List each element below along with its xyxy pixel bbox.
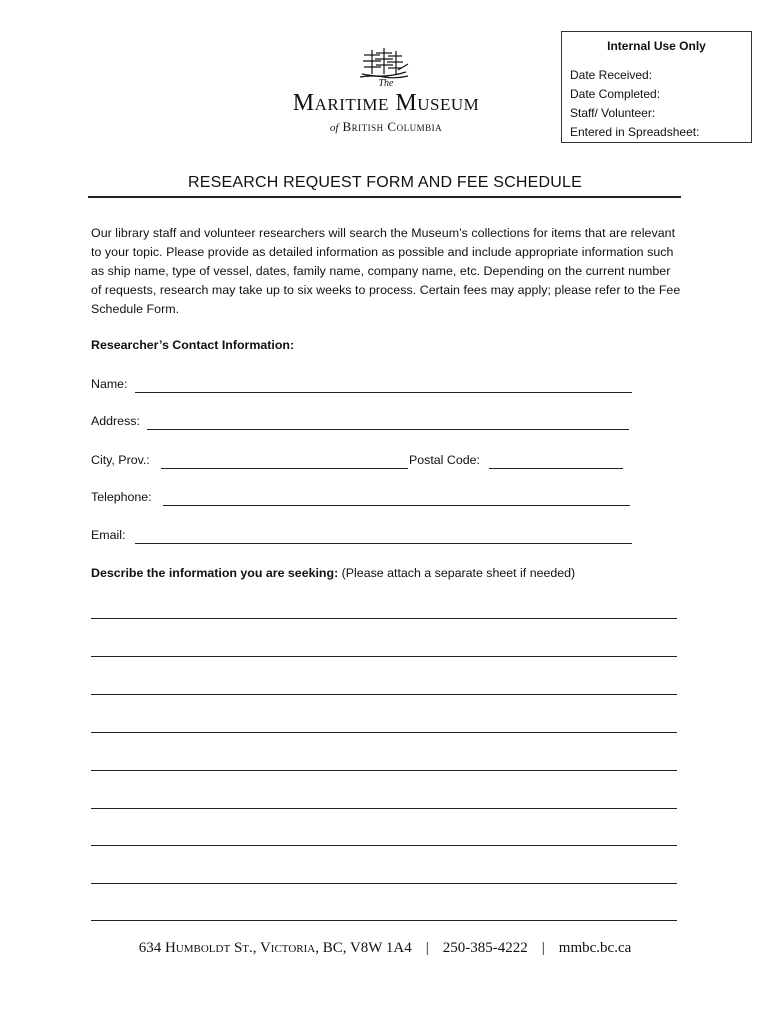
email-label: Email: bbox=[91, 528, 126, 542]
footer-phone: 250-385-4222 bbox=[442, 940, 528, 956]
telephone-input-line[interactable] bbox=[163, 505, 630, 506]
answer-line-3[interactable] bbox=[91, 694, 677, 695]
ship-logo-icon bbox=[358, 46, 410, 80]
footer-address: 634 Humboldt St., Victoria, BC, V8W 1A4 bbox=[138, 940, 412, 956]
museum-logo bbox=[236, 44, 536, 140]
answer-line-8[interactable] bbox=[91, 883, 677, 884]
logo-of: of bbox=[329, 122, 339, 134]
address-label: Address: bbox=[91, 414, 140, 428]
internal-use-title: Internal Use Only bbox=[607, 39, 706, 53]
intro-paragraph: Our library staff and volunteer researchers will search the Museum’s collections for items that are relevant to your topic. Please provide as detailed information as possible and include appropriate information such as ship name, type of vessel, dates, family name, company name, etc. Depending on the current number of requests, research may take up to six weeks to process. Certain fees may apply; please refer to the Fee Schedule Form. bbox=[91, 226, 681, 316]
describe-heading: Describe the information you are seeking: bbox=[91, 566, 339, 580]
contact-heading: Researcher’s Contact Information: bbox=[91, 338, 295, 352]
describe-prompt bbox=[91, 566, 575, 580]
name-label: Name: bbox=[91, 377, 128, 391]
address-field bbox=[91, 414, 636, 434]
telephone-label: Telephone: bbox=[91, 490, 152, 504]
internal-entered-spreadsheet: Entered in Spreadsheet: bbox=[570, 125, 700, 139]
city-label: City, Prov.: bbox=[91, 453, 150, 467]
logo-subtitle bbox=[236, 119, 536, 135]
answer-line-1[interactable] bbox=[91, 618, 677, 619]
internal-use-list bbox=[570, 66, 699, 142]
form-title: RESEARCH REQUEST FORM AND FEE SCHEDULE bbox=[187, 174, 583, 191]
describe-note: (Please attach a separate sheet if needed) bbox=[341, 566, 576, 580]
email-field bbox=[91, 528, 636, 548]
title-divider bbox=[88, 196, 681, 198]
name-field bbox=[91, 377, 636, 397]
footer-separator: | bbox=[425, 940, 429, 956]
telephone-field bbox=[91, 490, 636, 510]
postal-input-line[interactable] bbox=[489, 468, 623, 469]
logo-place: British Columbia bbox=[342, 119, 443, 134]
footer bbox=[0, 940, 770, 957]
internal-staff-volunteer: Staff/ Volunteer: bbox=[570, 106, 656, 120]
internal-date-completed: Date Completed: bbox=[570, 87, 661, 101]
postal-label: Postal Code: bbox=[409, 453, 480, 467]
answer-line-9[interactable] bbox=[91, 920, 677, 921]
answer-line-4[interactable] bbox=[91, 732, 677, 733]
logo-title: Maritime Museum bbox=[292, 90, 480, 116]
internal-date-received: Date Received: bbox=[570, 68, 653, 82]
answer-line-6[interactable] bbox=[91, 808, 677, 809]
footer-separator: | bbox=[541, 940, 545, 956]
city-input-line[interactable] bbox=[161, 468, 408, 469]
city-postal-field bbox=[91, 453, 636, 473]
answer-line-7[interactable] bbox=[91, 845, 677, 846]
logo-the: The bbox=[378, 78, 394, 89]
answer-line-2[interactable] bbox=[91, 656, 677, 657]
internal-use-box bbox=[561, 31, 752, 143]
email-input-line[interactable] bbox=[135, 543, 632, 544]
address-input-line[interactable] bbox=[147, 429, 629, 430]
answer-line-5[interactable] bbox=[91, 770, 677, 771]
footer-website[interactable]: mmbc.bc.ca bbox=[558, 940, 632, 956]
name-input-line[interactable] bbox=[135, 392, 632, 393]
